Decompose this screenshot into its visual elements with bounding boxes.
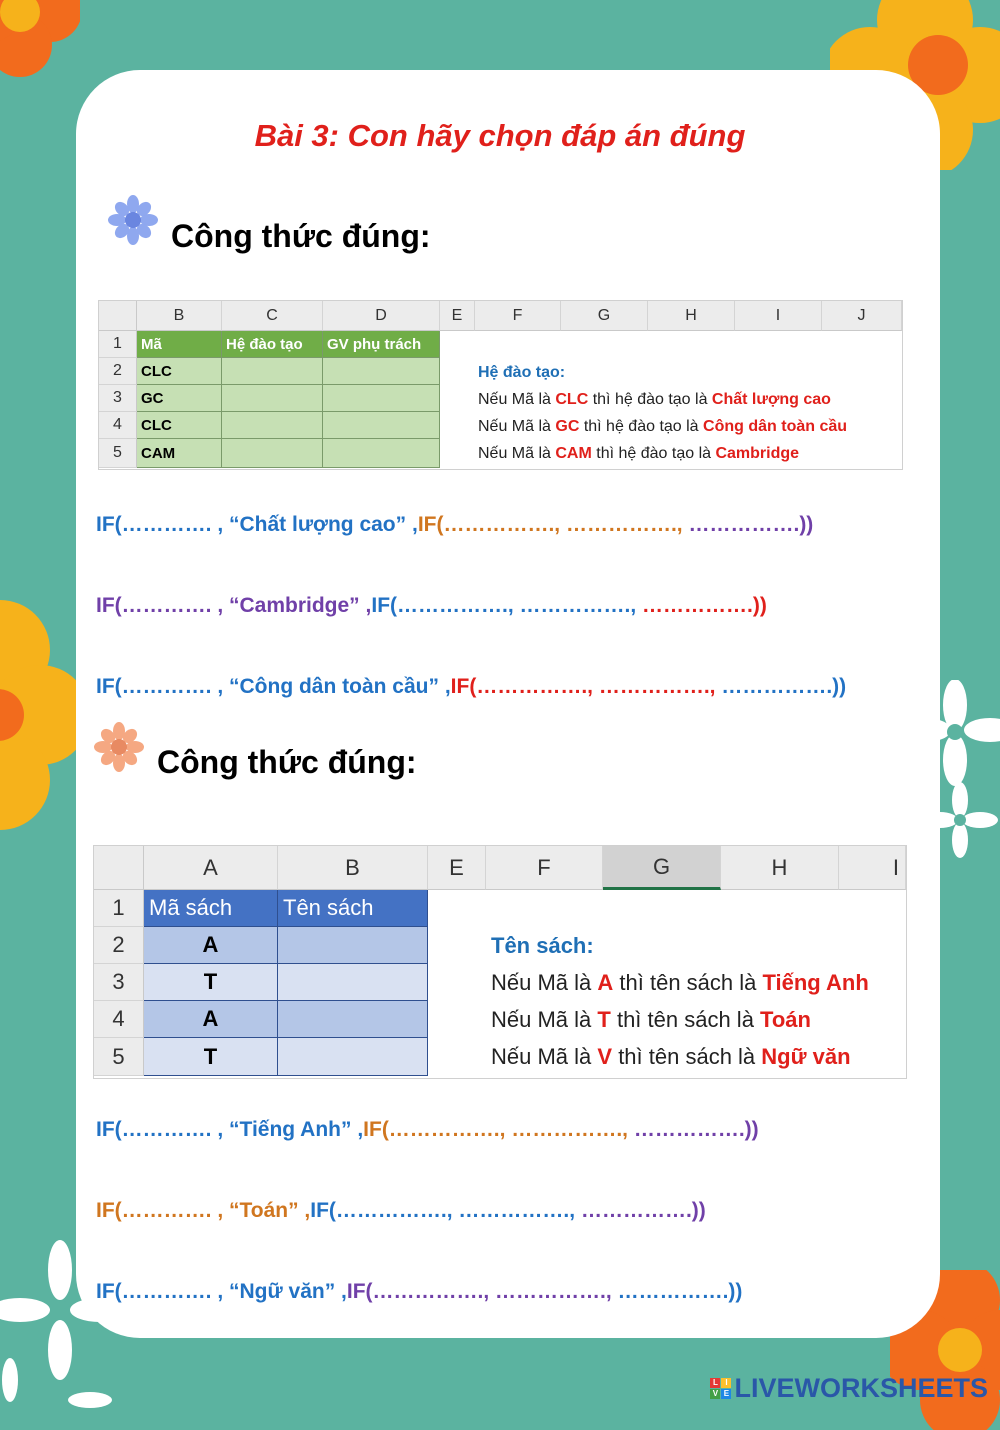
row-header[interactable]: 4 bbox=[94, 1001, 144, 1038]
column-header[interactable]: H bbox=[721, 846, 839, 890]
code-cell[interactable]: GC bbox=[137, 385, 222, 412]
column-header[interactable]: G bbox=[561, 301, 648, 331]
column-header[interactable]: B bbox=[137, 301, 222, 331]
note-title: Hệ đào tạo: bbox=[478, 364, 566, 381]
empty-cell[interactable] bbox=[222, 385, 323, 412]
row-header[interactable]: 5 bbox=[99, 439, 137, 468]
note-line: Nếu Mã là CLC thì hệ đào tạo là Chất lượng cao bbox=[478, 391, 831, 408]
column-header[interactable]: A bbox=[144, 846, 278, 890]
formula-line-3[interactable]: IF(…………. , “Công dân toàn cầu” ,IF(……………., ……………., …………….)) bbox=[96, 675, 847, 698]
header-cell-ten-sach[interactable]: Tên sách bbox=[278, 890, 428, 927]
note-line: Nếu Mã là A thì tên sách là Tiếng Anh bbox=[491, 970, 869, 995]
empty-cell[interactable] bbox=[323, 358, 440, 385]
row-header[interactable]: 1 bbox=[99, 331, 137, 358]
row-header[interactable]: 3 bbox=[94, 964, 144, 1001]
note-line: Nếu Mã là CAM thì hệ đào tạo là Cambridge bbox=[478, 445, 800, 462]
column-header-selected[interactable]: G bbox=[603, 846, 721, 890]
formula-line-6[interactable]: IF(…………. , “Ngữ văn” ,IF(……………., ……………., …………….)) bbox=[96, 1280, 743, 1303]
code-cell[interactable]: CLC bbox=[137, 412, 222, 439]
column-header[interactable]: F bbox=[486, 846, 603, 890]
header-cell-ma[interactable]: Mã bbox=[137, 331, 222, 358]
code-cell[interactable]: A bbox=[144, 927, 278, 964]
empty-cell[interactable] bbox=[222, 439, 323, 468]
section1-heading: Công thức đúng: bbox=[171, 218, 431, 254]
note-line: Nếu Mã là V thì tên sách là Ngữ văn bbox=[491, 1044, 851, 1069]
empty-cell[interactable] bbox=[278, 1038, 428, 1076]
column-header[interactable]: E bbox=[440, 301, 475, 331]
column-header[interactable]: I bbox=[839, 846, 906, 890]
empty-cell[interactable] bbox=[278, 964, 428, 1001]
empty-cell[interactable] bbox=[278, 1001, 428, 1038]
live-badge-icon: L I V E bbox=[710, 1378, 731, 1399]
row-header[interactable]: 2 bbox=[94, 927, 144, 964]
note-title: Tên sách: bbox=[491, 933, 594, 958]
column-header[interactable]: E bbox=[428, 846, 486, 890]
empty-cell[interactable] bbox=[222, 412, 323, 439]
formula-line-5[interactable]: IF(…………. , “Toán” ,IF(……………., ……………., …………….)) bbox=[96, 1199, 706, 1222]
page-title: Bài 3: Con hãy chọn đáp án đúng bbox=[254, 118, 746, 153]
formula-line-1[interactable]: IF(…………. , “Chất lượng cao” ,IF(……………., ……………., …………….)) bbox=[96, 513, 814, 536]
code-cell[interactable]: A bbox=[144, 1001, 278, 1038]
blue-flower-bullet-icon bbox=[108, 195, 158, 245]
empty-cell[interactable] bbox=[222, 358, 323, 385]
column-header[interactable]: D bbox=[323, 301, 440, 331]
header-cell-ma-sach[interactable]: Mã sách bbox=[144, 890, 278, 927]
spreadsheet-ten-sach bbox=[93, 845, 907, 1079]
section2-heading: Công thức đúng: bbox=[157, 744, 417, 780]
select-all-corner[interactable] bbox=[94, 846, 144, 890]
liveworksheets-logo[interactable] bbox=[710, 1373, 988, 1404]
note-line: Nếu Mã là T thì tên sách là Toán bbox=[491, 1007, 811, 1032]
header-cell-he-dao-tao[interactable]: Hệ đào tạo bbox=[222, 331, 323, 358]
row-header[interactable]: 3 bbox=[99, 385, 137, 412]
orange-flower-top-left-icon bbox=[0, 0, 80, 80]
empty-cell[interactable] bbox=[323, 385, 440, 412]
row-header[interactable]: 1 bbox=[94, 890, 144, 927]
empty-cell[interactable] bbox=[323, 412, 440, 439]
logo-text: LIVEWORKSHEETS bbox=[734, 1373, 988, 1403]
row-header[interactable]: 2 bbox=[99, 358, 137, 385]
row-header[interactable]: 4 bbox=[99, 412, 137, 439]
code-cell[interactable]: T bbox=[144, 964, 278, 1001]
code-cell[interactable]: CLC bbox=[137, 358, 222, 385]
formula-line-2[interactable]: IF(…………. , “Cambridge” ,IF(……………., ……………., …………….)) bbox=[96, 594, 767, 617]
row-header[interactable]: 5 bbox=[94, 1038, 144, 1076]
spreadsheet-he-dao-tao bbox=[98, 300, 903, 470]
column-header[interactable]: H bbox=[648, 301, 735, 331]
select-all-corner[interactable] bbox=[99, 301, 137, 331]
column-header[interactable]: C bbox=[222, 301, 323, 331]
empty-cell[interactable] bbox=[278, 927, 428, 964]
column-header[interactable]: B bbox=[278, 846, 428, 890]
header-cell-gv-phu-trach[interactable]: GV phụ trách bbox=[323, 331, 440, 358]
orange-flower-bullet-icon bbox=[94, 722, 144, 772]
note-line: Nếu Mã là GC thì hệ đào tạo là Công dân toàn cầu bbox=[478, 418, 848, 435]
code-cell[interactable]: CAM bbox=[137, 439, 222, 468]
code-cell[interactable]: T bbox=[144, 1038, 278, 1076]
formula-line-4[interactable]: IF(…………. , “Tiếng Anh” ,IF(……………., ……………., …………….)) bbox=[96, 1118, 759, 1141]
column-header[interactable]: I bbox=[735, 301, 822, 331]
empty-cell[interactable] bbox=[323, 439, 440, 468]
worksheet-card bbox=[76, 70, 940, 1338]
column-header[interactable]: F bbox=[475, 301, 561, 331]
column-header[interactable]: J bbox=[822, 301, 902, 331]
